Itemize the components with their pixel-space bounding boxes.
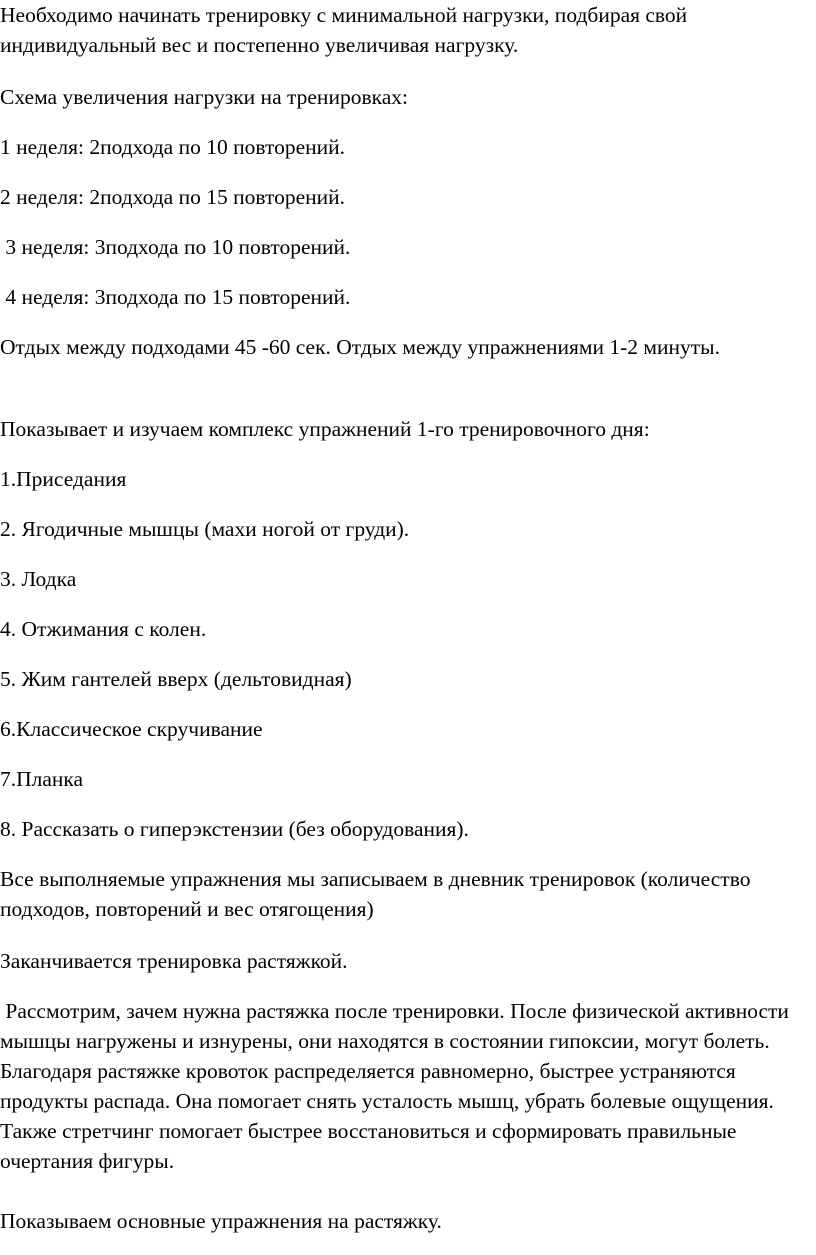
list-item-exercise-2: 2. Ягодичные мышцы (махи ногой от груди). <box>0 517 410 541</box>
paragraph-intro: Необходимо начинать тренировку с минимальной нагрузки, подбирая свой индивидуальный вес и постепенно увеличивая нагрузку. <box>0 3 693 57</box>
paragraph-stretching-end: Заканчивается тренировка растяжкой. <box>0 949 348 973</box>
paragraph-diary: Все выполняемые упражнения мы записываем в дневник тренировок (количество подходов, повторений и вес отягощения) <box>0 867 756 921</box>
list-item-exercise-3: 3. Лодка <box>0 567 77 591</box>
paragraph-stretching-why: Рассмотрим, зачем нужна растяжка после тренировки. После физической активности мышцы нагружены и изнурены, они находятся в состоянии гипоксии, могут болеть. Благодаря растяжке кровоток распределяется равномерно, быстрее устраняются продукты распада. Она помогает снять усталость мышц, убрать болевые ощущения. Также стретчинг помогает быстрее восстановиться и сформировать правильные очертания фигуры. <box>0 999 795 1173</box>
paragraph-week-3: 3 неделя: 3подхода по 10 повторений. <box>0 235 351 259</box>
list-item-exercise-5: 5. Жим гантелей вверх (дельтовидная) <box>0 667 352 691</box>
list-item-exercise-7: 7.Планка <box>0 767 84 791</box>
list-item-exercise-6: 6.Классическое скручивание <box>0 717 263 741</box>
list-item-exercise-8: 8. Рассказать о гиперэкстензии (без оборудования). <box>0 817 469 841</box>
list-item-exercise-4: 4. Отжимания с колен. <box>0 617 207 641</box>
paragraph-stretching-show: Показываем основные упражнения на растяжку. <box>0 1209 442 1233</box>
paragraph-exercise-list-heading: Показывает и изучаем комплекс упражнений 1-го тренировочного дня: <box>0 417 650 441</box>
paragraph-rest: Отдых между подходами 45 -60 сек. Отдых между упражнениями 1-2 минуты. <box>0 335 720 359</box>
paragraph-week-1: 1 неделя: 2подхода по 10 повторений. <box>0 135 346 159</box>
paragraph-week-4: 4 неделя: 3подхода по 15 повторений. <box>0 285 351 309</box>
paragraph-load-scheme-heading: Схема увеличения нагрузки на тренировках: <box>0 85 408 109</box>
paragraph-week-2: 2 неделя: 2подхода по 15 повторений. <box>0 185 346 209</box>
list-item-exercise-1: 1.Приседания <box>0 467 127 491</box>
